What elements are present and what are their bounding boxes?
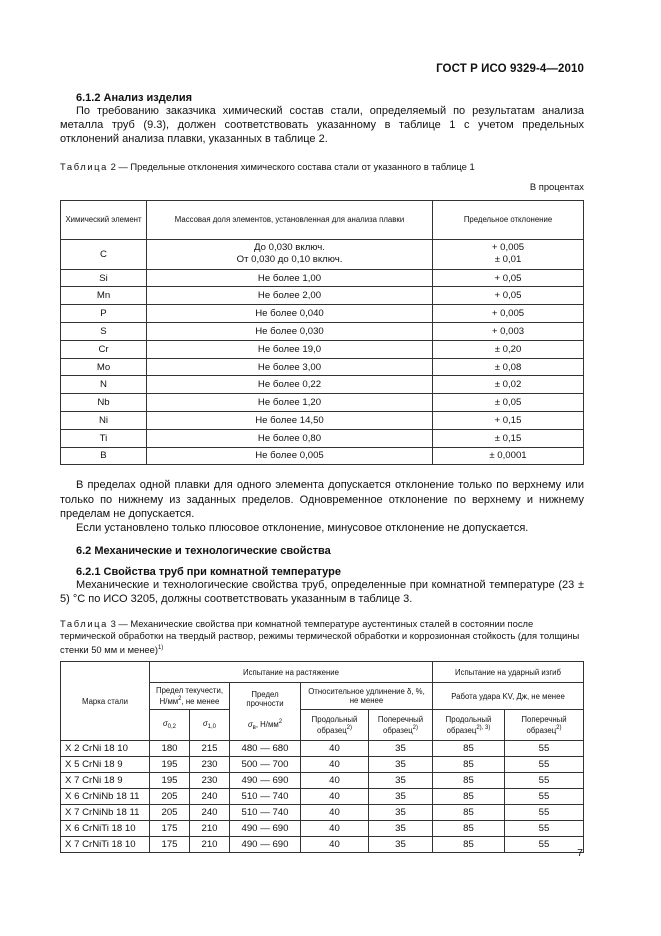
table2-cell-content: Не более 1,00 [147, 269, 433, 287]
table3-cell-elong-trans: 35 [369, 773, 433, 789]
table3-header-sigma-02: $\sigma_{0,2}$ [150, 710, 190, 741]
table3-header-impact: Испытание на ударный изгиб [433, 662, 584, 683]
table3-header-yield: Предел текучести, $Н/мм^2$, не менее [150, 683, 230, 710]
table-row [61, 376, 584, 394]
table-row [61, 773, 584, 789]
table3-header-longitudinal: Продольный образец$^{2)}$ [301, 710, 369, 741]
table-row [61, 239, 584, 269]
table3-cell-kv-trans: 55 [505, 773, 584, 789]
table2-cell-deviation: ± 0,20 [433, 340, 584, 358]
section-62-heading: 6.2 Механические и технологические свойства [76, 545, 331, 558]
table3-header-impact-work: Работа удара KV, Дж, не менее [433, 683, 584, 710]
paragraph-deviation-rule: В пределах одной плавки для одного элемента допускается отклонение только по верхнему или только по нижнему из заданных пределов. Одновременное отклонение по верхнему и нижнему пределам не допускается. [60, 479, 584, 520]
table3-cell-yield-10: 230 [190, 757, 230, 773]
section-621-heading: 6.2.1 Свойства труб при комнатной температуре [76, 566, 341, 579]
table-row [61, 323, 584, 341]
table2-header-row [61, 200, 584, 239]
page-number: 7 [577, 847, 583, 859]
table3-cell-grade: X 7 CrNi 18 9 [61, 773, 150, 789]
table3-cell-kv-trans: 55 [505, 789, 584, 805]
table3-cell-strength: 490 — 690 [230, 837, 301, 853]
table3-cell-kv-long: 85 [433, 773, 505, 789]
table2-caption: Таблица 2 — Предельные отклонения химического состава стали от указанного в таблице 1 [60, 160, 475, 172]
table-row [61, 412, 584, 430]
table3-cell-strength: 510 — 740 [230, 805, 301, 821]
table2-cell-deviation: ± 0,08 [433, 358, 584, 376]
table3-cell-elong-trans: 35 [369, 789, 433, 805]
table3-cell-elong-long: 40 [301, 773, 369, 789]
table2-cell-element: Mo [61, 358, 147, 376]
table3-header-elongation: Относительное удлинение δ, %, не менее [301, 683, 433, 710]
table2-cell-content: Не более 19,0 [147, 340, 433, 358]
table3-header-sigma-10: $\sigma_{1,0}$ [190, 710, 230, 741]
table2-header-content: Массовая доля элементов, установленная для анализа плавки [147, 200, 433, 239]
table3-cell-yield-02: 205 [150, 805, 190, 821]
table3-cell-strength: 480 — 680 [230, 741, 301, 757]
table2-cell-content: До 0,030 включ. От 0,030 до 0,10 включ. [147, 239, 433, 269]
table3-cell-kv-long: 85 [433, 805, 505, 821]
table3-cell-grade: X 6 CrNiNb 18 11 [61, 789, 150, 805]
table3-header-tension: Испытание на растяжение [150, 662, 433, 683]
table3-cell-yield-02: 195 [150, 757, 190, 773]
table3-cell-kv-long: 85 [433, 757, 505, 773]
table3-cell-elong-trans: 35 [369, 757, 433, 773]
table2-cell-deviation: ± 0,05 [433, 394, 584, 412]
table2-cell-element: B [61, 447, 147, 465]
table2-cell-content: Не более 2,00 [147, 287, 433, 305]
table3-cell-elong-long: 40 [301, 805, 369, 821]
table3-cell-yield-02: 195 [150, 773, 190, 789]
table3-header-transverse-impact: Поперечный образец$^{2)}$ [505, 710, 584, 741]
table2-cell-element: Nb [61, 394, 147, 412]
table3-header-longitudinal-impact: Продольный образец$^{2), 3)}$ [433, 710, 505, 741]
table3-cell-kv-trans: 55 [505, 821, 584, 837]
table3-cell-elong-long: 40 [301, 821, 369, 837]
table3-cell-kv-trans: 55 [505, 741, 584, 757]
table3-cell-yield-10: 240 [190, 805, 230, 821]
table3-cell-kv-long: 85 [433, 837, 505, 853]
table2-cell-deviation: ± 0,02 [433, 376, 584, 394]
table3-cell-yield-02: 180 [150, 741, 190, 757]
table-row [61, 805, 584, 821]
table2-cell-element: S [61, 323, 147, 341]
table2-cell-deviation: + 0,005 ± 0,01 [433, 239, 584, 269]
table-row [61, 741, 584, 757]
table-row [61, 821, 584, 837]
table3-cell-grade: X 6 CrNiTi 18 10 [61, 821, 150, 837]
table3-header-row-1 [61, 662, 584, 683]
table2-cell-deviation: + 0,15 [433, 412, 584, 430]
table2-cell-deviation: + 0,05 [433, 287, 584, 305]
table3-cell-yield-02: 205 [150, 789, 190, 805]
table-row [61, 429, 584, 447]
table3-cell-grade: X 7 CrNiTi 18 10 [61, 837, 150, 853]
table3-cell-elong-trans: 35 [369, 821, 433, 837]
table2-cell-deviation: + 0,005 [433, 305, 584, 323]
table3-cell-yield-10: 240 [190, 789, 230, 805]
table-row [61, 269, 584, 287]
table3-cell-elong-long: 40 [301, 789, 369, 805]
table2-cell-content: Не более 1,20 [147, 394, 433, 412]
table2-cell-deviation: ± 0,0001 [433, 447, 584, 465]
table3-header-transverse: Поперечный образец$^{2)}$ [369, 710, 433, 741]
table-row [61, 757, 584, 773]
table3-cell-yield-10: 210 [190, 837, 230, 853]
table3-cell-strength: 490 — 690 [230, 821, 301, 837]
table-row [61, 340, 584, 358]
table3-cell-elong-long: 40 [301, 837, 369, 853]
table2 [60, 200, 584, 466]
table2-cell-content: Не более 0,80 [147, 429, 433, 447]
table3-cell-strength: 490 — 690 [230, 773, 301, 789]
table3-cell-kv-trans: 55 [505, 757, 584, 773]
table3-cell-yield-10: 215 [190, 741, 230, 757]
table3-cell-strength: 500 — 700 [230, 757, 301, 773]
table3-cell-yield-10: 230 [190, 773, 230, 789]
table3-header-strength: Предел прочности $\sigma_в$, $Н/мм^2$ [230, 683, 301, 741]
table3-cell-kv-long: 85 [433, 741, 505, 757]
table2-cell-element: Ti [61, 429, 147, 447]
table3-cell-elong-trans: 35 [369, 805, 433, 821]
table3-cell-yield-02: 175 [150, 821, 190, 837]
table-row [61, 837, 584, 853]
table3-cell-kv-long: 85 [433, 789, 505, 805]
table2-cell-content: Не более 0,030 [147, 323, 433, 341]
table2-cell-deviation: + 0,05 [433, 269, 584, 287]
table3-cell-yield-02: 175 [150, 837, 190, 853]
table-row [61, 287, 584, 305]
table2-cell-content: Не более 0,040 [147, 305, 433, 323]
table3-caption: Таблица 3 — Механические свойства при комнатной температуре аустентиных сталей в состоянии после термической обработки на твердый раствор, режимы термической обработки и коррозионная стойкость (для толщины стенки 50 мм и менее)$^{1)}$ [60, 617, 580, 656]
table2-header-element: Химический элемент [61, 200, 147, 239]
table2-cell-element: C [61, 239, 147, 269]
table-row [61, 305, 584, 323]
table2-cell-element: N [61, 376, 147, 394]
table3-cell-kv-long: 85 [433, 821, 505, 837]
table3 [60, 661, 584, 853]
page-content [60, 92, 584, 853]
table2-units: В процентах [529, 180, 584, 192]
table2-cell-deviation: ± 0,15 [433, 429, 584, 447]
table2-cell-content: Не более 14,50 [147, 412, 433, 430]
table2-cell-content: Не более 0,22 [147, 376, 433, 394]
table2-cell-deviation: + 0,003 [433, 323, 584, 341]
table2-cell-content: Не более 3,00 [147, 358, 433, 376]
paragraph-plus-deviation: Если установлено только плюсовое отклонение, минусовое отклонение не допускается. [76, 522, 529, 534]
table-row [61, 447, 584, 465]
table2-cell-element: P [61, 305, 147, 323]
table3-cell-grade: X 7 CrNiNb 18 11 [61, 805, 150, 821]
table3-cell-elong-trans: 35 [369, 741, 433, 757]
table2-cell-element: Ni [61, 412, 147, 430]
standard-designation: ГОСТ Р ИСО 9329-4—2010 [436, 63, 584, 75]
table2-cell-element: Mn [61, 287, 147, 305]
table2-cell-element: Cr [61, 340, 147, 358]
table3-header-grade: Марка стали [61, 662, 150, 741]
table3-cell-grade: X 2 CrNi 18 10 [61, 741, 150, 757]
table3-cell-elong-long: 40 [301, 757, 369, 773]
table2-cell-content: Не более 0,005 [147, 447, 433, 465]
table-row [61, 358, 584, 376]
table3-cell-elong-long: 40 [301, 741, 369, 757]
table3-cell-yield-10: 210 [190, 821, 230, 837]
section-612-text: По требованию заказчика химический состав стали, определяемый по результатам анализа металла труб (9.3), должен соответствовать указанному в таблице 1 с учетом предельных отклонений анализа плавки, указанных в таблице 2. [60, 105, 584, 146]
table3-cell-grade: X 5 CrNi 18 9 [61, 757, 150, 773]
section-621-text: Механические и технологические свойства труб, определенные при комнатной температуре (23 ± 5) °С по ИСО 3205, должны соответствовать указанным в таблице 3. [60, 579, 584, 606]
table2-cell-element: Si [61, 269, 147, 287]
table3-cell-strength: 510 — 740 [230, 789, 301, 805]
section-612-heading: 6.1.2 Анализ изделия [76, 92, 192, 104]
table3-cell-kv-trans: 55 [505, 837, 584, 853]
table3-cell-elong-trans: 35 [369, 837, 433, 853]
table-row [61, 394, 584, 412]
table-row [61, 789, 584, 805]
table3-cell-kv-trans: 55 [505, 805, 584, 821]
table2-header-deviation: Предельное отклонение [433, 200, 584, 239]
